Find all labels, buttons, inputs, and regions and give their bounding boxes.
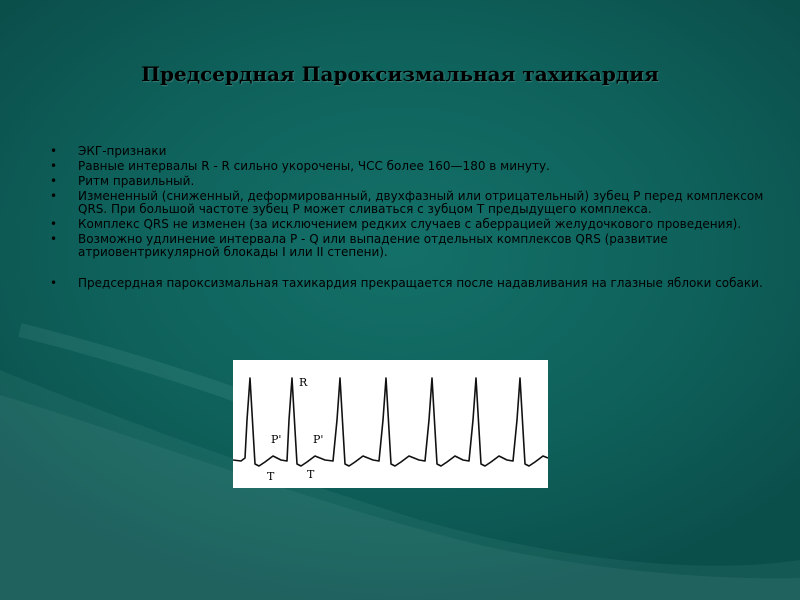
bullet-text: Комплекс QRS не изменен (за исключением редких случаев с аберрацией желудочкового проведения). xyxy=(78,217,742,231)
slide-title: Предсердная Пароксизмальная тахикардия xyxy=(141,62,659,86)
ecg-trace xyxy=(233,360,548,488)
ecg-label-t: T xyxy=(307,468,315,481)
bullet-dot-icon: • xyxy=(50,276,58,290)
bullet-dot-icon: • xyxy=(50,174,58,188)
ecg-label-r: R xyxy=(299,376,308,389)
bullet-item xyxy=(50,175,770,188)
bullet-item xyxy=(50,145,770,158)
bullet-text: Возможно удлинение интервала Р - Q или выпадение отдельных комплексов QRS (развитие атриовентрикулярной блокады I или II степени). xyxy=(78,232,668,259)
bullet-text: Предсердная пароксизмальная тахикардия прекращается после надавливания на глазные яблоки собаки. xyxy=(78,276,763,290)
bullet-dot-icon: • xyxy=(50,232,58,246)
bullet-text: ЭКГ-признаки xyxy=(78,144,167,158)
ecg-label-p: P' xyxy=(271,433,282,446)
bullet-dot-icon: • xyxy=(50,159,58,173)
bullet-item xyxy=(50,218,770,231)
bullet-dot-icon: • xyxy=(50,217,58,231)
bullet-item xyxy=(50,190,770,216)
ecg-label-p: P' xyxy=(313,433,324,446)
bullet-text: Равные интервалы R - R сильно укорочены, ЧСС более 160—180 в минуту. xyxy=(78,159,550,173)
bullet-text: Измененный (сниженный, деформированный, двухфазный или отрицательный) зубец Р перед комплексом QRS. При большой частоте зубец Р может сливаться с зубцом Т предыдущего комплекса. xyxy=(78,189,764,216)
bullet-dot-icon: • xyxy=(50,189,58,203)
bullet-text: Ритм правильный. xyxy=(78,174,195,188)
bullet-item xyxy=(50,277,770,290)
bullet-dot-icon: • xyxy=(50,144,58,158)
ecg-label-t: T xyxy=(267,470,275,483)
ecg-strip-image xyxy=(233,360,548,488)
bullet-list xyxy=(50,145,770,292)
bullet-item xyxy=(50,233,770,259)
bullet-item xyxy=(50,160,770,173)
